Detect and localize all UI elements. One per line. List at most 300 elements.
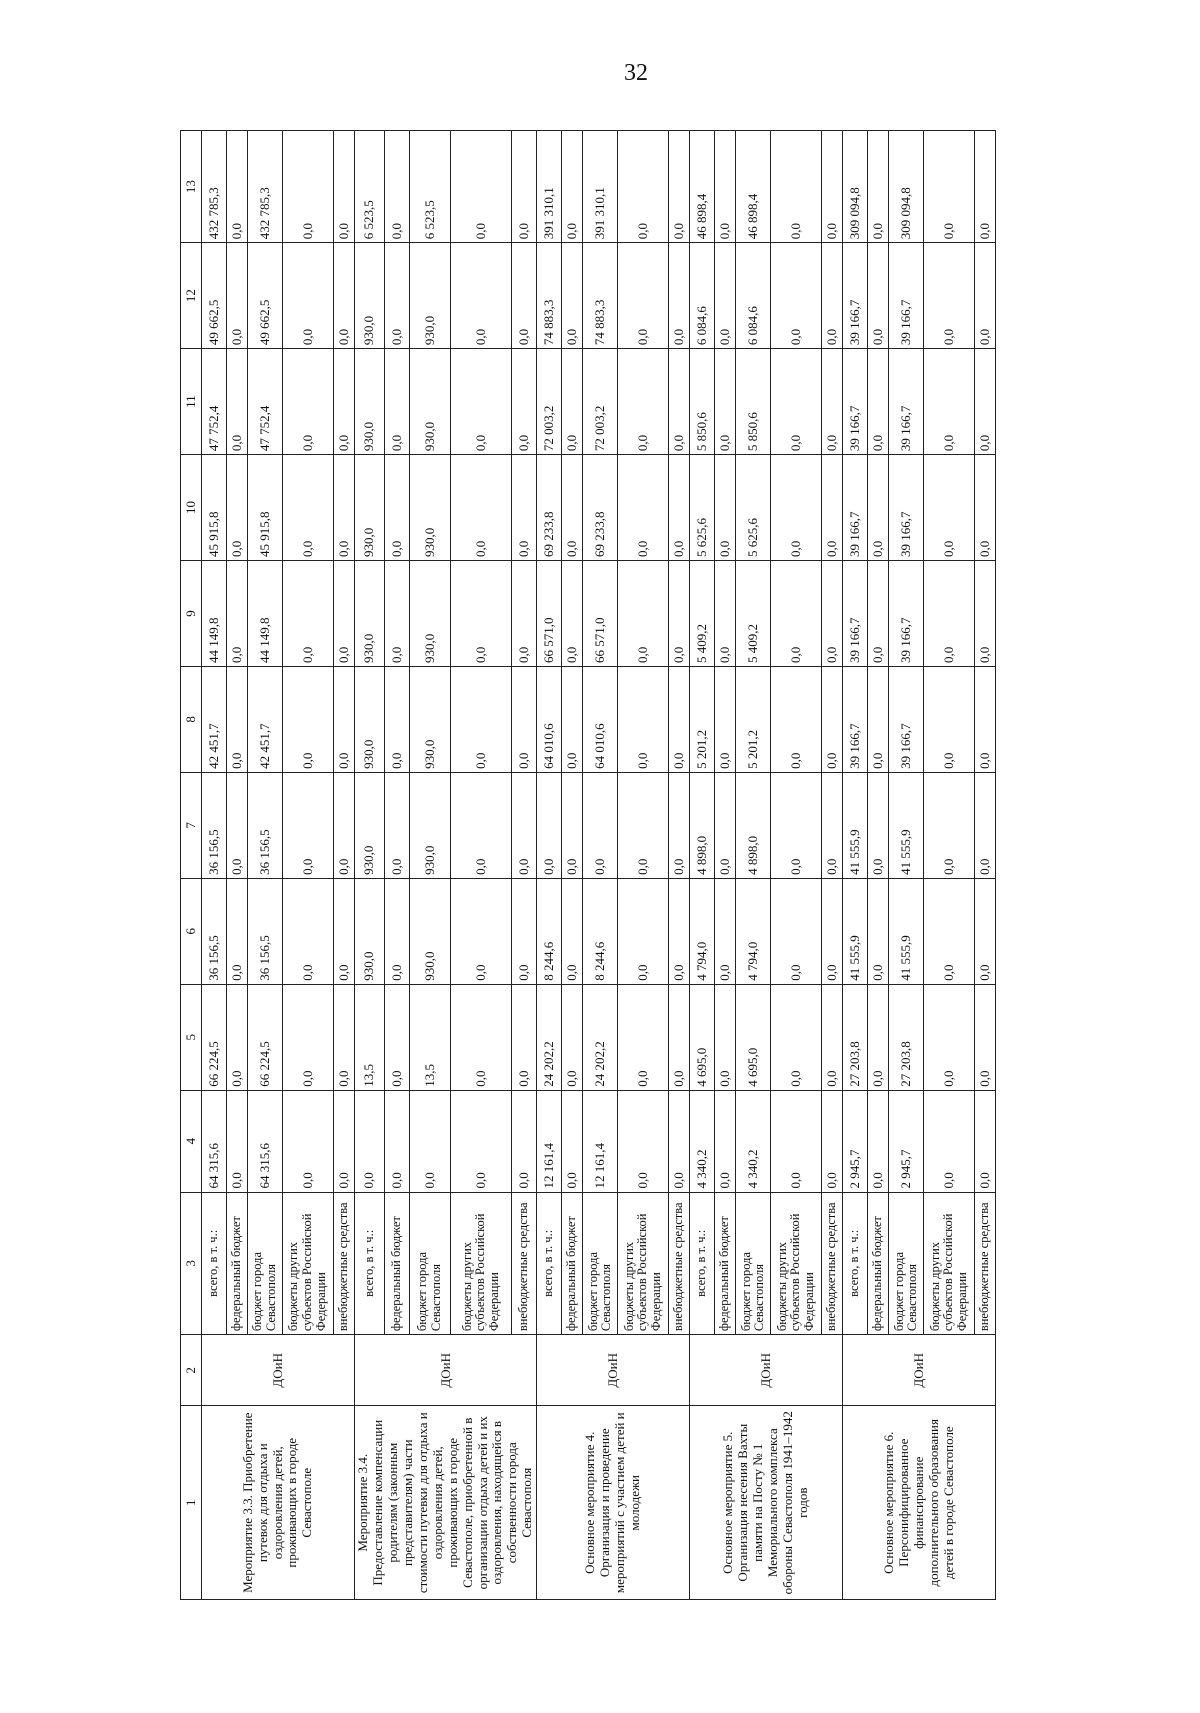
value-cell: 64 315,6 <box>202 1090 227 1192</box>
value-cell: 4 695,0 <box>736 984 771 1090</box>
value-cell: 0,0 <box>562 878 583 984</box>
value-cell: 0,0 <box>384 878 409 984</box>
value-cell: 42 451,7 <box>248 666 283 772</box>
value-cell: 4 898,0 <box>690 772 715 878</box>
value-cell: 0,0 <box>868 561 889 667</box>
value-cell: 0,0 <box>384 349 409 455</box>
value-cell: 432 785,3 <box>248 131 283 243</box>
value-cell: 0,0 <box>283 455 334 561</box>
value-cell: 4 695,0 <box>690 984 715 1090</box>
column-header-11: 11 <box>181 349 202 455</box>
value-cell: 39 166,7 <box>889 243 924 349</box>
value-cell: 0,0 <box>618 349 669 455</box>
value-cell: 0,0 <box>715 1090 736 1192</box>
value-cell: 2 945,7 <box>889 1090 924 1192</box>
table-row <box>690 131 715 1600</box>
funding-source: всего, в т. ч.: <box>355 1192 385 1335</box>
value-cell: 0,0 <box>924 243 975 349</box>
value-cell: 0,0 <box>975 561 996 667</box>
value-cell: 0,0 <box>868 878 889 984</box>
funding-source: федеральный бюджет <box>868 1192 889 1335</box>
activity-name: Основное мероприятие 5. Организация несения Вахты памяти на Посту № 1 Мемориального комплекса обороны Севастополя 1941–1942 годов <box>690 1406 843 1600</box>
value-cell: 0,0 <box>975 243 996 349</box>
value-cell: 6 084,6 <box>736 243 771 349</box>
value-cell: 0,0 <box>451 243 512 349</box>
value-cell: 13,5 <box>355 984 385 1090</box>
value-cell: 44 149,8 <box>248 561 283 667</box>
value-cell: 0,0 <box>451 666 512 772</box>
value-cell: 0,0 <box>334 878 355 984</box>
value-cell: 0,0 <box>334 772 355 878</box>
funding-source: внебюджетные средства <box>334 1192 355 1335</box>
table-body <box>202 131 996 1600</box>
value-cell: 36 156,5 <box>248 772 283 878</box>
value-cell: 0,0 <box>384 243 409 349</box>
value-cell: 0,0 <box>669 349 690 455</box>
value-cell: 0,0 <box>283 1090 334 1192</box>
value-cell: 0,0 <box>975 878 996 984</box>
value-cell: 0,0 <box>227 131 248 243</box>
value-cell: 0,0 <box>715 349 736 455</box>
funding-source: бюджет города Севастополя <box>889 1192 924 1335</box>
executor-name: ДОиН <box>843 1335 996 1406</box>
value-cell: 0,0 <box>924 455 975 561</box>
value-cell: 0,0 <box>975 349 996 455</box>
value-cell: 0,0 <box>451 349 512 455</box>
value-cell: 0,0 <box>227 349 248 455</box>
value-cell: 36 156,5 <box>248 878 283 984</box>
value-cell: 0,0 <box>715 455 736 561</box>
value-cell: 0,0 <box>868 984 889 1090</box>
value-cell: 0,0 <box>822 878 843 984</box>
value-cell: 0,0 <box>618 243 669 349</box>
value-cell: 0,0 <box>227 772 248 878</box>
value-cell: 0,0 <box>562 1090 583 1192</box>
value-cell: 0,0 <box>868 1090 889 1192</box>
value-cell: 0,0 <box>583 772 618 878</box>
value-cell: 0,0 <box>618 455 669 561</box>
activity-name: Мероприятие 3.3. Приобретение путевок для отдыха и оздоровления детей, проживающих в городе Севастополе <box>202 1406 355 1600</box>
value-cell: 49 662,5 <box>202 243 227 349</box>
value-cell: 0,0 <box>975 455 996 561</box>
funding-source: бюджеты других субъектов Российской Федерации <box>451 1192 512 1335</box>
value-cell: 0,0 <box>227 878 248 984</box>
funding-source: всего, в т. ч.: <box>202 1192 227 1335</box>
value-cell: 930,0 <box>409 455 451 561</box>
value-cell: 6 523,5 <box>355 131 385 243</box>
value-cell: 0,0 <box>283 561 334 667</box>
value-cell: 0,0 <box>384 455 409 561</box>
funding-source: бюджеты других субъектов Российской Федерации <box>618 1192 669 1335</box>
rotated-table-container <box>180 130 1050 1600</box>
value-cell: 0,0 <box>512 1090 537 1192</box>
value-cell: 930,0 <box>355 772 385 878</box>
page-number: 32 <box>624 60 648 86</box>
value-cell: 8 244,6 <box>583 878 618 984</box>
funding-source: федеральный бюджет <box>562 1192 583 1335</box>
value-cell: 930,0 <box>409 561 451 667</box>
value-cell: 0,0 <box>512 455 537 561</box>
value-cell: 39 166,7 <box>843 349 868 455</box>
value-cell: 0,0 <box>669 984 690 1090</box>
funding-source: внебюджетные средства <box>975 1192 996 1335</box>
value-cell: 49 662,5 <box>248 243 283 349</box>
executor-name: ДОиН <box>690 1335 843 1406</box>
value-cell: 0,0 <box>975 984 996 1090</box>
value-cell: 6 523,5 <box>409 131 451 243</box>
value-cell: 0,0 <box>227 561 248 667</box>
value-cell: 4 340,2 <box>736 1090 771 1192</box>
value-cell: 0,0 <box>618 131 669 243</box>
value-cell: 47 752,4 <box>202 349 227 455</box>
value-cell: 39 166,7 <box>843 243 868 349</box>
activity-name: Основное мероприятие 6. Персонифицированное финансирование дополнительного образования детей в городе Севастополе <box>843 1406 996 1600</box>
value-cell: 45 915,8 <box>202 455 227 561</box>
value-cell: 36 156,5 <box>202 878 227 984</box>
value-cell: 0,0 <box>451 455 512 561</box>
value-cell: 0,0 <box>715 878 736 984</box>
value-cell: 72 003,2 <box>537 349 562 455</box>
value-cell: 0,0 <box>562 984 583 1090</box>
value-cell: 0,0 <box>669 772 690 878</box>
value-cell: 46 898,4 <box>736 131 771 243</box>
value-cell: 930,0 <box>355 666 385 772</box>
funding-source: федеральный бюджет <box>227 1192 248 1335</box>
value-cell: 0,0 <box>822 666 843 772</box>
value-cell: 432 785,3 <box>202 131 227 243</box>
value-cell: 0,0 <box>868 349 889 455</box>
value-cell: 0,0 <box>868 131 889 243</box>
column-header-4: 4 <box>181 1090 202 1192</box>
value-cell: 0,0 <box>451 1090 512 1192</box>
value-cell: 5 850,6 <box>736 349 771 455</box>
value-cell: 0,0 <box>334 1090 355 1192</box>
funding-source: бюджеты других субъектов Российской Федерации <box>924 1192 975 1335</box>
value-cell: 0,0 <box>924 772 975 878</box>
value-cell: 930,0 <box>355 243 385 349</box>
value-cell: 74 883,3 <box>583 243 618 349</box>
executor-name: ДОиН <box>355 1335 537 1406</box>
value-cell: 0,0 <box>669 243 690 349</box>
value-cell: 4 898,0 <box>736 772 771 878</box>
value-cell: 4 340,2 <box>690 1090 715 1192</box>
value-cell: 0,0 <box>537 772 562 878</box>
value-cell: 0,0 <box>924 131 975 243</box>
value-cell: 5 625,6 <box>690 455 715 561</box>
value-cell: 930,0 <box>355 561 385 667</box>
value-cell: 0,0 <box>771 878 822 984</box>
value-cell: 0,0 <box>822 772 843 878</box>
value-cell: 4 794,0 <box>690 878 715 984</box>
value-cell: 64 010,6 <box>537 666 562 772</box>
value-cell: 0,0 <box>618 666 669 772</box>
value-cell: 0,0 <box>384 984 409 1090</box>
value-cell: 0,0 <box>562 772 583 878</box>
value-cell: 930,0 <box>409 666 451 772</box>
value-cell: 66 224,5 <box>202 984 227 1090</box>
value-cell: 0,0 <box>227 1090 248 1192</box>
value-cell: 5 409,2 <box>736 561 771 667</box>
value-cell: 0,0 <box>868 666 889 772</box>
value-cell: 72 003,2 <box>583 349 618 455</box>
value-cell: 47 752,4 <box>248 349 283 455</box>
column-header-10: 10 <box>181 455 202 561</box>
funding-source: бюджет города Севастополя <box>583 1192 618 1335</box>
value-cell: 0,0 <box>562 561 583 667</box>
value-cell: 0,0 <box>451 984 512 1090</box>
value-cell: 0,0 <box>562 455 583 561</box>
value-cell: 39 166,7 <box>889 666 924 772</box>
value-cell: 309 094,8 <box>889 131 924 243</box>
value-cell: 0,0 <box>384 131 409 243</box>
value-cell: 2 945,7 <box>843 1090 868 1192</box>
value-cell: 0,0 <box>384 772 409 878</box>
value-cell: 46 898,4 <box>690 131 715 243</box>
value-cell: 0,0 <box>334 984 355 1090</box>
value-cell: 0,0 <box>512 243 537 349</box>
value-cell: 69 233,8 <box>583 455 618 561</box>
value-cell: 0,0 <box>562 349 583 455</box>
value-cell: 0,0 <box>715 772 736 878</box>
value-cell: 8 244,6 <box>537 878 562 984</box>
table-row <box>537 131 562 1600</box>
value-cell: 0,0 <box>562 131 583 243</box>
value-cell: 0,0 <box>334 666 355 772</box>
value-cell: 0,0 <box>771 984 822 1090</box>
value-cell: 0,0 <box>868 772 889 878</box>
value-cell: 0,0 <box>384 1090 409 1192</box>
value-cell: 5 850,6 <box>690 349 715 455</box>
column-header-1: 1 <box>181 1406 202 1600</box>
value-cell: 0,0 <box>283 131 334 243</box>
value-cell: 0,0 <box>669 878 690 984</box>
value-cell: 74 883,3 <box>537 243 562 349</box>
value-cell: 44 149,8 <box>202 561 227 667</box>
funding-source: бюджет города Севастополя <box>409 1192 451 1335</box>
value-cell: 41 555,9 <box>889 878 924 984</box>
funding-source: бюджет города Севастополя <box>248 1192 283 1335</box>
value-cell: 0,0 <box>924 1090 975 1192</box>
column-header-7: 7 <box>181 772 202 878</box>
value-cell: 0,0 <box>283 984 334 1090</box>
value-cell: 0,0 <box>715 984 736 1090</box>
value-cell: 0,0 <box>771 561 822 667</box>
value-cell: 0,0 <box>771 131 822 243</box>
value-cell: 13,5 <box>409 984 451 1090</box>
value-cell: 0,0 <box>924 878 975 984</box>
value-cell: 0,0 <box>975 131 996 243</box>
value-cell: 930,0 <box>355 455 385 561</box>
value-cell: 0,0 <box>618 1090 669 1192</box>
value-cell: 0,0 <box>451 561 512 667</box>
value-cell: 0,0 <box>227 984 248 1090</box>
value-cell: 0,0 <box>283 878 334 984</box>
value-cell: 0,0 <box>822 243 843 349</box>
value-cell: 0,0 <box>822 455 843 561</box>
value-cell: 0,0 <box>715 131 736 243</box>
column-header-6: 6 <box>181 878 202 984</box>
value-cell: 41 555,9 <box>843 878 868 984</box>
value-cell: 0,0 <box>669 666 690 772</box>
value-cell: 0,0 <box>924 349 975 455</box>
value-cell: 12 161,4 <box>583 1090 618 1192</box>
value-cell: 0,0 <box>227 455 248 561</box>
value-cell: 0,0 <box>975 1090 996 1192</box>
value-cell: 0,0 <box>771 666 822 772</box>
value-cell: 0,0 <box>868 243 889 349</box>
value-cell: 0,0 <box>451 772 512 878</box>
value-cell: 5 625,6 <box>736 455 771 561</box>
value-cell: 0,0 <box>409 1090 451 1192</box>
value-cell: 0,0 <box>384 666 409 772</box>
value-cell: 0,0 <box>868 455 889 561</box>
value-cell: 41 555,9 <box>843 772 868 878</box>
value-cell: 66 571,0 <box>537 561 562 667</box>
value-cell: 0,0 <box>512 666 537 772</box>
value-cell: 39 166,7 <box>843 561 868 667</box>
value-cell: 0,0 <box>669 455 690 561</box>
value-cell: 64 315,6 <box>248 1090 283 1192</box>
value-cell: 0,0 <box>771 349 822 455</box>
value-cell: 0,0 <box>715 666 736 772</box>
column-header-8: 8 <box>181 666 202 772</box>
column-header-13: 13 <box>181 131 202 243</box>
table-row <box>843 131 868 1600</box>
value-cell: 0,0 <box>669 561 690 667</box>
value-cell: 309 094,8 <box>843 131 868 243</box>
value-cell: 0,0 <box>283 666 334 772</box>
value-cell: 0,0 <box>512 772 537 878</box>
funding-source: внебюджетные средства <box>822 1192 843 1335</box>
value-cell: 0,0 <box>562 243 583 349</box>
value-cell: 0,0 <box>822 984 843 1090</box>
funding-source: всего, в т. ч.: <box>537 1192 562 1335</box>
value-cell: 930,0 <box>409 349 451 455</box>
activity-name: Основное мероприятие 4. Организация и проведение мероприятий с участием детей и молодежи <box>537 1406 690 1600</box>
value-cell: 0,0 <box>512 131 537 243</box>
value-cell: 0,0 <box>334 131 355 243</box>
value-cell: 0,0 <box>283 243 334 349</box>
value-cell: 39 166,7 <box>843 666 868 772</box>
value-cell: 0,0 <box>227 243 248 349</box>
funding-source: бюджеты других субъектов Российской Федерации <box>283 1192 334 1335</box>
value-cell: 27 203,8 <box>889 984 924 1090</box>
value-cell: 0,0 <box>512 878 537 984</box>
value-cell: 0,0 <box>771 772 822 878</box>
value-cell: 0,0 <box>822 561 843 667</box>
value-cell: 64 010,6 <box>583 666 618 772</box>
column-header-12: 12 <box>181 243 202 349</box>
funding-source: внебюджетные средства <box>512 1192 537 1335</box>
value-cell: 0,0 <box>771 1090 822 1192</box>
executor-name: ДОиН <box>202 1335 355 1406</box>
budget-table <box>180 130 996 1600</box>
table-row <box>202 131 227 1600</box>
value-cell: 0,0 <box>771 243 822 349</box>
funding-source: федеральный бюджет <box>715 1192 736 1335</box>
value-cell: 0,0 <box>451 131 512 243</box>
value-cell: 0,0 <box>355 1090 385 1192</box>
value-cell: 391 310,1 <box>583 131 618 243</box>
value-cell: 0,0 <box>822 1090 843 1192</box>
value-cell: 0,0 <box>924 666 975 772</box>
value-cell: 0,0 <box>618 561 669 667</box>
executor-name: ДОиН <box>537 1335 690 1406</box>
value-cell: 0,0 <box>283 772 334 878</box>
value-cell: 12 161,4 <box>537 1090 562 1192</box>
column-header-9: 9 <box>181 561 202 667</box>
table-row <box>355 131 385 1600</box>
value-cell: 0,0 <box>512 984 537 1090</box>
value-cell: 0,0 <box>822 349 843 455</box>
value-cell: 66 571,0 <box>583 561 618 667</box>
value-cell: 391 310,1 <box>537 131 562 243</box>
value-cell: 930,0 <box>409 243 451 349</box>
funding-source: всего, в т. ч.: <box>843 1192 868 1335</box>
value-cell: 0,0 <box>975 772 996 878</box>
value-cell: 0,0 <box>669 1090 690 1192</box>
value-cell: 5 201,2 <box>736 666 771 772</box>
value-cell: 69 233,8 <box>537 455 562 561</box>
value-cell: 0,0 <box>771 455 822 561</box>
column-header-5: 5 <box>181 984 202 1090</box>
value-cell: 0,0 <box>822 131 843 243</box>
value-cell: 45 915,8 <box>248 455 283 561</box>
value-cell: 39 166,7 <box>889 561 924 667</box>
value-cell: 0,0 <box>227 666 248 772</box>
value-cell: 930,0 <box>409 772 451 878</box>
funding-source: федеральный бюджет <box>384 1192 409 1335</box>
value-cell: 6 084,6 <box>690 243 715 349</box>
value-cell: 4 794,0 <box>736 878 771 984</box>
value-cell: 5 409,2 <box>690 561 715 667</box>
column-header-3: 3 <box>181 1192 202 1335</box>
column-header-2: 2 <box>181 1335 202 1406</box>
value-cell: 5 201,2 <box>690 666 715 772</box>
value-cell: 0,0 <box>975 666 996 772</box>
value-cell: 0,0 <box>384 561 409 667</box>
value-cell: 0,0 <box>451 878 512 984</box>
value-cell: 0,0 <box>669 131 690 243</box>
value-cell: 0,0 <box>334 349 355 455</box>
value-cell: 0,0 <box>618 878 669 984</box>
value-cell: 0,0 <box>618 984 669 1090</box>
funding-source: бюджет города Севастополя <box>736 1192 771 1335</box>
funding-source: всего, в т. ч.: <box>690 1192 715 1335</box>
value-cell: 930,0 <box>355 349 385 455</box>
value-cell: 24 202,2 <box>537 984 562 1090</box>
value-cell: 0,0 <box>283 349 334 455</box>
value-cell: 930,0 <box>355 878 385 984</box>
value-cell: 42 451,7 <box>202 666 227 772</box>
value-cell: 0,0 <box>512 561 537 667</box>
value-cell: 39 166,7 <box>843 455 868 561</box>
value-cell: 39 166,7 <box>889 455 924 561</box>
header-row <box>181 131 202 1600</box>
value-cell: 930,0 <box>409 878 451 984</box>
value-cell: 0,0 <box>512 349 537 455</box>
value-cell: 0,0 <box>715 561 736 667</box>
value-cell: 0,0 <box>334 243 355 349</box>
value-cell: 36 156,5 <box>202 772 227 878</box>
value-cell: 0,0 <box>924 561 975 667</box>
value-cell: 24 202,2 <box>583 984 618 1090</box>
value-cell: 0,0 <box>618 772 669 878</box>
value-cell: 0,0 <box>562 666 583 772</box>
value-cell: 41 555,9 <box>889 772 924 878</box>
value-cell: 0,0 <box>715 243 736 349</box>
value-cell: 0,0 <box>334 561 355 667</box>
